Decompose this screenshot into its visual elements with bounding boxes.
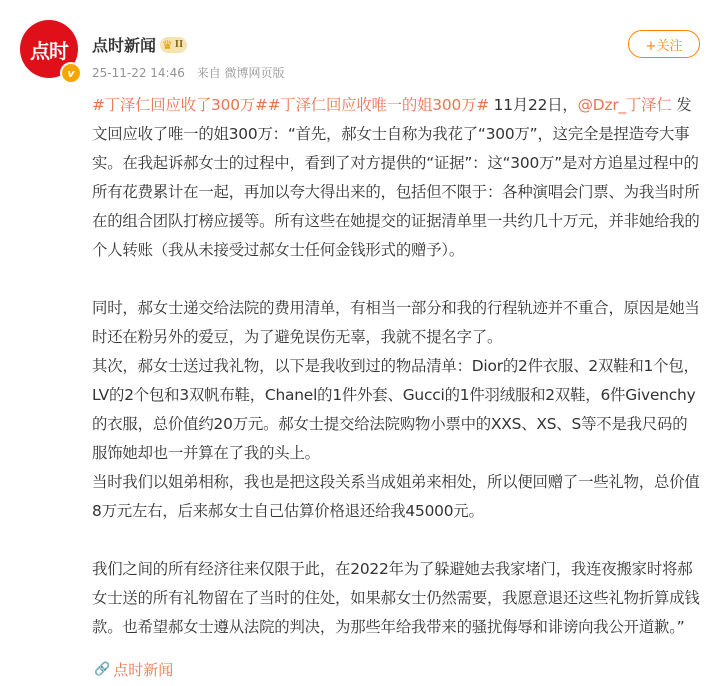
paragraph-4: 当时我们以姐弟相称，我也是把这段关系当成姐弟来相处，所以便回赠了一些礼物，总价值8万元左右，后来郝女士自己估算价格退还给我45000元。 — [92, 473, 700, 520]
paragraph-gap — [92, 526, 702, 555]
crown-icon: ♛ — [162, 37, 173, 52]
hashtag-link[interactable]: #丁泽仁回应收了300万# — [92, 96, 268, 114]
source-name: 微博网页版 — [224, 66, 285, 80]
post-content — [92, 91, 702, 642]
source-link-label: 点时新闻 — [113, 661, 174, 679]
hashtag-link[interactable]: #丁泽仁回应收唯一的姐300万# — [267, 96, 489, 114]
follow-button[interactable]: +关注 — [628, 30, 700, 58]
paragraph-5: 我们之间的所有经济往来仅限于此，在2022年为了躲避她去我家堵门，我连夜搬家时将郝女士送的所有礼物留在了当时的住处，如果郝女士仍然需要，我愿意退还这些礼物折算成钱款。也希望郝女士遵从法院的判决，为那些年给我带来的骚扰侮辱和诽谤向我公开道歉。” — [92, 560, 700, 636]
avatar-text: 点时 — [30, 38, 68, 63]
source-label: 来自 — [196, 66, 221, 80]
paragraph-text: 发文回应收了唯一的姐300万：“首先，郝女士自称为我花了“300万”，这完全是捏造夸大事实。在我起诉郝女士的过程中，看到了对方提供的“证据”：这“300万”是对方追星过程中的所有花费累计在一起，再加以夸大得出来的，包括但不限于：各种演唱会门票、为我当时所在的组合团队打榜应援等。所有这些在她提交的证据清单里一共约几十万元，并非她给我的个人转账（我从未接受过郝女士任何金钱形式的赠予）。 — [92, 96, 700, 259]
mention-link[interactable]: @Dzr_丁泽仁 — [577, 96, 672, 114]
paragraph-1 — [92, 91, 702, 265]
paragraph-2: 同时，郝女士递交给法院的费用清单，有相当一部分和我的行程轨迹并不重合，原因是她当时还在粉另外的爱豆，为了避免误伤无辜，我就不提名字了。 — [92, 299, 700, 346]
paragraph-3: 其次，郝女士送过我礼物，以下是我收到过的物品清单：Dior的2件衣服、2双鞋和1个包，LV的2个包和3双帆布鞋，Chanel的1件外套、Gucci的1件羽绒服和2双鞋，6件Givenchy的衣服，总价值约20万元。郝女士提交给法院购物小票中的XXS、XS、S等不是我尺码的服饰她却也一并算在了我的头上。 — [92, 357, 699, 462]
member-level: II — [174, 39, 184, 50]
post-timestamp[interactable]: 25-11-22 14:46 — [92, 66, 185, 80]
author-name[interactable]: 点时新闻 — [92, 36, 157, 55]
paragraph-gap — [92, 265, 702, 294]
post-date: 11月22日， — [488, 96, 578, 114]
author-row — [92, 33, 187, 56]
link-icon: 🔗 — [94, 662, 111, 677]
source-link[interactable] — [94, 659, 173, 680]
verified-badge-icon: v — [60, 62, 82, 84]
member-level-badge[interactable] — [160, 37, 187, 53]
post-meta — [92, 64, 285, 81]
